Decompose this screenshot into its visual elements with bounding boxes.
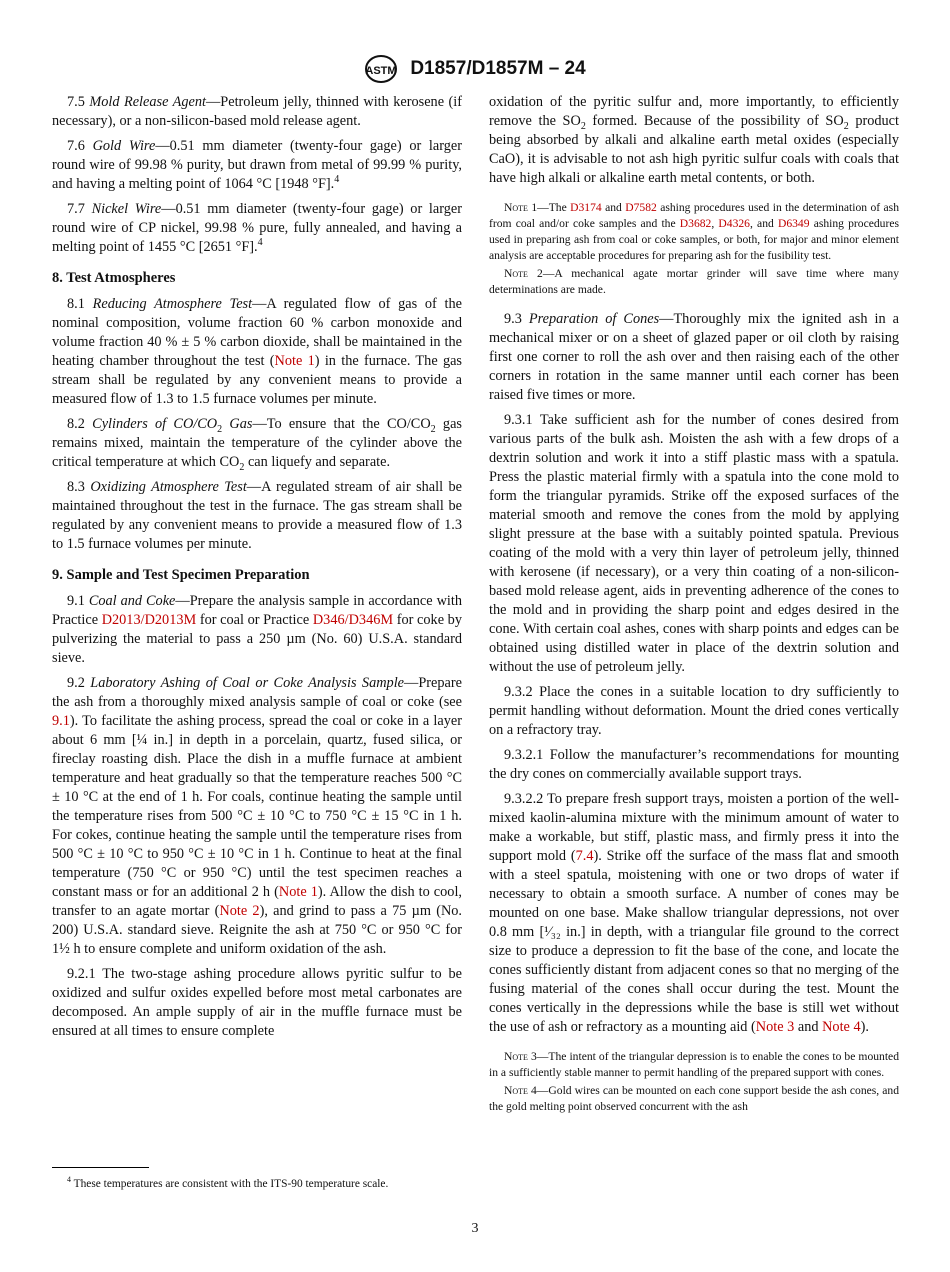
cross-reference-link[interactable]: D6349: [777, 217, 810, 230]
note: [489, 1049, 899, 1081]
subscript: 2: [430, 423, 436, 435]
section-heading: [52, 566, 462, 585]
subscript: 2: [580, 120, 586, 132]
section-heading: [52, 269, 462, 288]
note-label: Note: [504, 201, 528, 214]
subscript: 2: [843, 120, 849, 132]
text: 9.3: [504, 311, 529, 327]
text: 8.3: [67, 479, 91, 495]
note-label: Note: [504, 1084, 528, 1097]
text: 3—The intent of the triangular depression is to enable the cones to be mounted in a sufficiently stable manner to permit handling of the prepared support with cones.: [489, 1050, 899, 1079]
text: gas remains mixed, maintain the temperature of the cylinder above the critical temperature at which CO: [52, 416, 462, 470]
italic-title: Cylinders of CO/CO: [92, 416, 218, 432]
text: 9. Sample and Test Specimen Preparation: [52, 567, 310, 583]
note: [489, 1083, 899, 1115]
text: —Thoroughly mix the ignited ash in a mechanical mixer or on a sheet of glazed paper or oil cloth by raising first one corner to roll the ash over and then raising each of the other corners in rotation in the same manner until each corner has been raised five times or more.: [489, 311, 899, 403]
cross-reference-link[interactable]: D346/D346M: [312, 612, 394, 628]
text: 9.3.2.2 To prepare fresh support trays, moisten a portion of the well-mixed kaolin-alumina mixture with the minimum amount of water to make a workable, but stiff, plastic mass, and firmly press it into the support mold (: [489, 791, 899, 864]
text: for coal or Practice: [196, 612, 313, 628]
paragraph: [489, 790, 899, 1037]
footnote-divider: [52, 1167, 149, 1168]
footnote-number: 4: [67, 1175, 71, 1185]
text: 9.1: [67, 593, 89, 609]
italic-title: Reducing Atmosphere Test: [92, 296, 253, 312]
text: 4—Gold wires can be mounted on each cone support beside the ash cones, and the gold melting point observed concurrent with the ash: [489, 1084, 899, 1113]
right-column: [489, 93, 899, 1117]
text: ashing procedures used in the determination of ash from coal and/or coke samples and the: [489, 201, 899, 230]
paragraph: [52, 137, 462, 194]
paragraph: [489, 411, 899, 677]
italic-title: Nickel Wire: [91, 201, 162, 217]
text: ).: [860, 1019, 869, 1035]
text: formed. Because of the possibility of SO: [585, 113, 844, 129]
document-designation: D1857/D1857M – 24: [410, 58, 586, 79]
italic-title: Mold Release Agent: [89, 94, 206, 110]
paragraph: [52, 415, 462, 472]
cross-reference-link[interactable]: D4326: [718, 217, 750, 230]
text: ,: [711, 217, 719, 230]
text: , and: [749, 217, 778, 230]
text: —Prepare the analysis sample in accordance with Practice: [52, 593, 462, 628]
cross-reference-link[interactable]: 9.1: [52, 713, 70, 729]
text: and: [794, 1019, 823, 1035]
italic-title: Gold Wire: [92, 138, 156, 154]
cross-reference-link[interactable]: 7.4: [575, 848, 594, 864]
cross-reference-link[interactable]: Note 1: [278, 884, 318, 900]
text: —A regulated flow of gas of the nominal composition, volume fraction 60 % carbon monoxide and volume fraction 40 % ± 5 % carbon dioxide, shall be maintained in the heating chamber throughout the test (: [52, 296, 462, 369]
text: 7.7: [67, 201, 92, 217]
cross-reference-link[interactable]: D3682: [679, 217, 712, 230]
paragraph: [52, 965, 462, 1041]
cross-reference-link[interactable]: D2013/D2013M: [101, 612, 197, 628]
astm-logo-icon: [364, 54, 398, 84]
page-header: [0, 54, 950, 84]
text: ) in the furnace. The gas stream shall be regulated by any convenient means to provide a measured flow of 1.3 to 1.5 furnace volumes per minute.: [52, 353, 463, 407]
svg-text:ASTM: ASTM: [365, 65, 397, 77]
paragraph: [52, 674, 462, 959]
text: can liquefy and separate.: [244, 454, 391, 470]
paragraph: [52, 478, 462, 554]
cross-reference-link[interactable]: Note 3: [755, 1019, 795, 1035]
paragraph: [52, 295, 462, 409]
text: —0.51 mm diameter (twenty-four gage) or larger round wire of 99.98 % purity, but drawn from metal of 99.99 % purity, and having a melting point of 1064 °C [1948 °F].: [52, 138, 462, 192]
cross-reference-link[interactable]: Note 2: [219, 903, 260, 919]
cross-reference-link[interactable]: D7582: [625, 201, 657, 214]
text: 7.5: [67, 94, 90, 110]
text: 9.3.2 Place the cones in a suitable location to dry sufficiently to permit handling without deformation. Mount the dried cones vertically on a refractory tray.: [489, 684, 899, 738]
text: ashing procedures used in preparing ash from coal or coke samples, or both, for major and minor element analysis are acceptable procedures for preparing ash for the fusibility test.: [489, 217, 899, 262]
paragraph: [489, 746, 899, 784]
page-number: 3: [471, 1221, 479, 1236]
text: 7.6: [67, 138, 93, 154]
italic-title: Coal and Coke: [88, 593, 176, 609]
paragraph: [489, 683, 899, 740]
text: product being absorbed by alkali and alkaline earth metal oxides (especially CaO), it is advisable to not ash high pyritic sulfur coals with coals that have high alkali or alkaline earth metal contents, or both.: [489, 113, 899, 186]
text: 8.1: [67, 296, 93, 312]
paragraph: [52, 200, 462, 257]
text: and: [601, 201, 626, 214]
text: —Petroleum jelly, thinned with kerosene (if necessary), or a non-silicon-based mold release agent.: [52, 94, 462, 129]
text: —A regulated stream of air shall be maintained throughout the test in the furnace. The gas stream shall be regulated by any convenient means to provide a measured flow of 1.3 to 1.5 furnace volumes per minute.: [52, 479, 462, 552]
subscript: 2: [217, 423, 223, 435]
note: [489, 266, 899, 298]
text: —Prepare the ash from a thoroughly mixed analysis sample of coal or coke (see: [52, 675, 462, 710]
paragraph: [489, 93, 899, 188]
italic-title: Oxidizing Atmosphere Test: [90, 479, 247, 495]
cross-reference-link[interactable]: Note 4: [822, 1019, 861, 1035]
text: 8. Test Atmospheres: [52, 270, 176, 286]
text: 2—A mechanical agate mortar grinder will save time where many determinations are made.: [489, 267, 899, 296]
italic-title: Gas: [222, 416, 253, 432]
paragraph: [489, 310, 899, 405]
paragraph: [52, 592, 462, 668]
paragraph: [52, 93, 462, 131]
text: 9.2: [67, 675, 91, 691]
note: [489, 200, 899, 264]
italic-title: Preparation of Cones: [528, 311, 660, 327]
text: 8.2: [67, 416, 93, 432]
text: for coke by pulverizing the material to pass a 250 µm (No. 60) U.S.A. standard sieve.: [52, 612, 462, 666]
subscript: 2: [239, 461, 245, 473]
text: 9.3.1 Take sufficient ash for the number of cones desired from various parts of the bulk ash. Moisten the ash with a few drops of a dextrin solution and work it into a stiff plastic mass with a spatula. Press the plastic material firmly with a spatula into the cone mold to form the triangular pyramids. Strike off the exposed surfaces of the material smooth and remove the cones from the mold by applying slight pressure at the base with a suitably pointed spatula. Previous coating of the mold with a very thin layer of petroleum jelly, thinned with kerosene (if necessary), or a very thin coating of a non-silicon-based mold release agent, aids in preventing adherence of the cones to the mold and in providing the sharp point and edges desired in the cone. With certain coal ashes, cones with sharp points and edges can be obtained using distilled water in place of the dextrin solution and without the use of petroleum jelly.: [489, 412, 899, 675]
footnote-text: These temperatures are consistent with the ITS-90 temperature scale.: [73, 1178, 389, 1190]
footnote-ref: 4: [334, 174, 340, 186]
cross-reference-link[interactable]: D3174: [570, 201, 602, 214]
footnote-ref: 4: [257, 237, 263, 249]
text: 1—The: [527, 201, 571, 214]
footnote: [52, 1175, 462, 1190]
text: —To ensure that the CO/CO: [252, 416, 431, 432]
cross-reference-link[interactable]: Note 1: [274, 353, 315, 369]
text: ), and grind to pass a 75 µm (No. 200) U.S.A. standard sieve. Reignite the ash at 750 °C or 950 °C for 1½ h to ensure complete and uniform oxidation of the ash.: [52, 903, 463, 957]
text: 9.2.1 The two-stage ashing procedure allows pyritic sulfur to be oxidized and sulfur oxides expelled before most metal carbonates are decomposed. An ample supply of air in the muffle furnace must be ensured at all times to ensure complete: [52, 966, 462, 1039]
note-label: Note: [504, 267, 528, 280]
note-label: Note: [504, 1050, 528, 1063]
text: ). Strike off the surface of the mass flat and smooth with a steel spatula, moistening with one or two drops of water if necessary to obtain a smooth surface. A number of cones may be mounted on one base. Make shallow triangular depressions, not over 0.8 mm [¹⁄₃₂ in.] in depth, with a triangular file ground to the correct size to produce a depression to fit the base of the cone, and locate the cones sufficiently distant from adjacent cones so that no merging of the fusing material of the cones shall occur during the test. Mount the cones vertically in the depressions while the base is still wet without the use of ash or refractory as a mounting aid (: [489, 848, 899, 1035]
text: ). Allow the dish to cool, transfer to an agate mortar (: [52, 884, 462, 919]
text: —0.51 mm diameter (twenty-four gage) or larger round wire of CP nickel, 99.98 % pure, fully annealed, and having a melting point of 1455 °C [2651 °F].: [52, 201, 462, 255]
text: 9.3.2.1 Follow the manufacturer’s recommendations for mounting the dry cones on commercially available support trays.: [489, 747, 899, 782]
left-column: [52, 93, 462, 1047]
text: ). To facilitate the ashing process, spread the coal or coke in a layer about 6 mm [¼ in.] in depth in a porcelain, quartz, fused silica, or fireclay roasting dish. Place the dish in a muffle furnace at ambient temperature and heat gradually so that the temperature reaches 500 °C ± 10 °C at the end of 1 h. For coals, continue heating the sample until the temperature rises from 500 °C ± 10 °C to 750 °C ± 15 °C in 1 h. For cokes, continue heating the sample until the temperature rises from 500 °C ± 10 °C to 950 °C ± 10 °C in 1 h. Continue to heat at the final temperature (750 °C or 950 °C) until the test specimen reaches a constant mass or for an additional 2 h (: [52, 713, 462, 900]
italic-title: Laboratory Ashing of Coal or Coke Analysis Sample: [90, 675, 405, 691]
text: oxidation of the pyritic sulfur and, more importantly, to efficiently remove the SO: [489, 94, 899, 129]
